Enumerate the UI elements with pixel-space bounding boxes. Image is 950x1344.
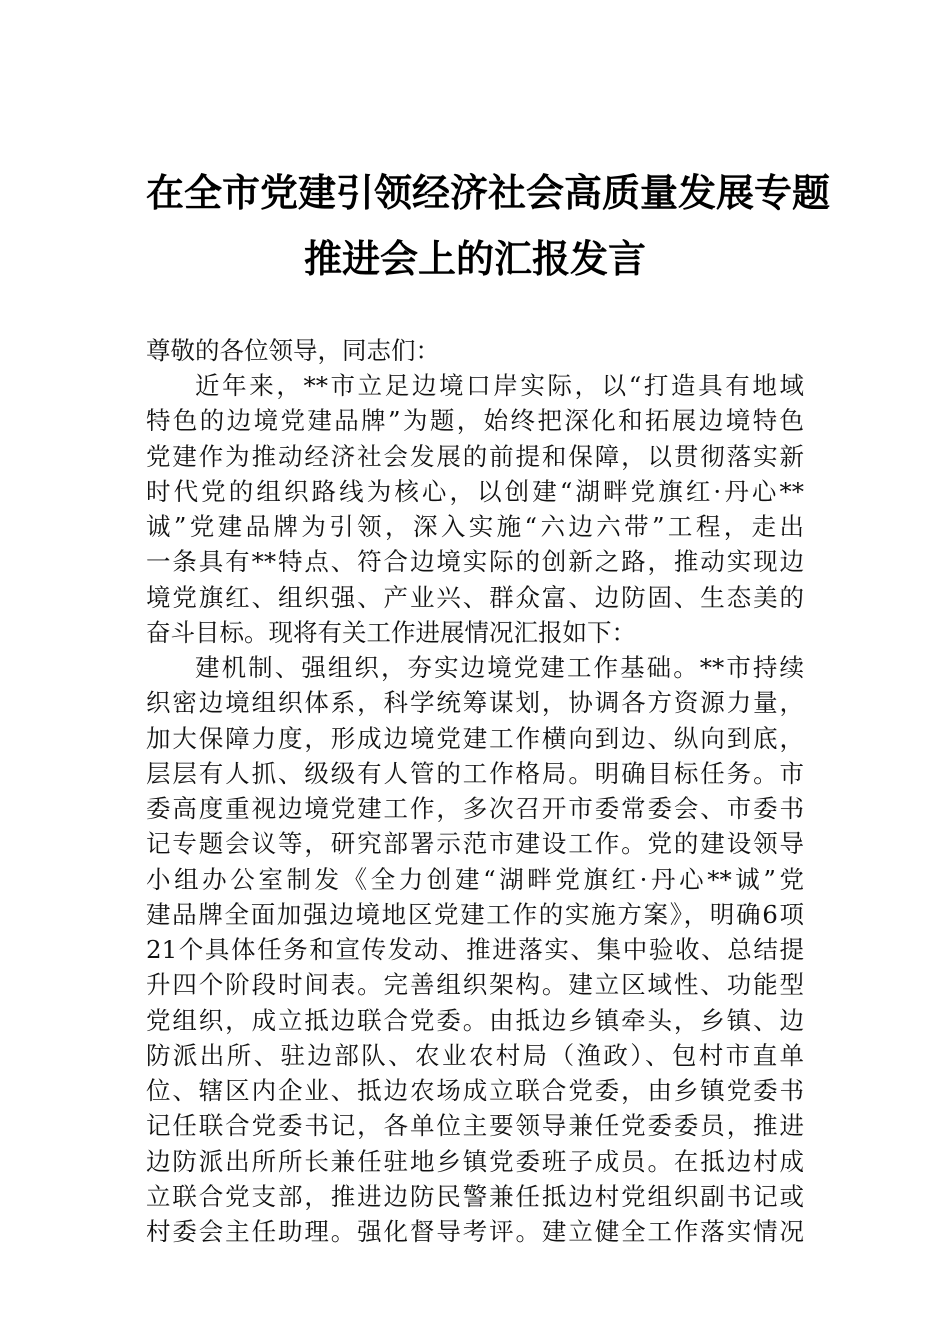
body-line: 21个具体任务和宣传发动、推进落实、集中验收、总结提 bbox=[146, 935, 804, 964]
body-line: 小组办公室制发《全力创建“湖畔党旗红·丹心**诚”党 bbox=[146, 865, 804, 894]
body-line: 升四个阶段时间表。完善组织架构。建立区域性、功能型 bbox=[146, 970, 804, 999]
body-line: 一条具有**特点、符合边境实际的创新之路，推动实现边 bbox=[146, 547, 804, 576]
body-line: 特色的边境党建品牌”为题，始终把深化和拓展边境特色 bbox=[146, 406, 804, 435]
body-line: 党建作为推动经济社会发展的前提和保障，以贯彻落实新 bbox=[146, 442, 804, 471]
body-line: 加大保障力度，形成边境党建工作横向到边、纵向到底， bbox=[146, 724, 804, 753]
salutation: 尊敬的各位领导，同志们： bbox=[146, 336, 440, 365]
document-title-line-1: 在全市党建引领经济社会高质量发展专题 bbox=[146, 170, 831, 215]
body-line: 委高度重视边境党建工作，多次召开市委常委会、市委书 bbox=[146, 794, 804, 823]
body-line: 层层有人抓、级级有人管的工作格局。明确目标任务。市 bbox=[146, 759, 804, 788]
body-line: 奋斗目标。现将有关工作进展情况汇报如下： bbox=[146, 618, 636, 647]
body-line: 境党旗红、组织强、产业兴、群众富、边防固、生态美的 bbox=[146, 583, 804, 612]
body-line: 建品牌全面加强边境地区党建工作的实施方案》，明确6项 bbox=[146, 900, 804, 929]
body-line: 诚”党建品牌为引领，深入实施“六边六带”工程，走出 bbox=[146, 512, 804, 541]
body-line: 织密边境组织体系，科学统筹谋划，协调各方资源力量， bbox=[146, 688, 804, 717]
body-line: 党组织，成立抵边联合党委。由抵边乡镇牵头，乡镇、边 bbox=[146, 1006, 804, 1035]
body-line: 位、辖区内企业、抵边农场成立联合党委，由乡镇党委书 bbox=[146, 1076, 804, 1105]
body-line: 边防派出所所长兼任驻地乡镇党委班子成员。在抵边村成 bbox=[146, 1147, 804, 1176]
body-line: 记任联合党委书记，各单位主要领导兼任党委委员，推进 bbox=[146, 1111, 804, 1140]
body-line: 村委会主任助理。强化督导考评。建立健全工作落实情况 bbox=[146, 1217, 804, 1246]
body-line: 防派出所、驻边部队、农业农村局（渔政）、包村市直单 bbox=[146, 1041, 804, 1070]
body-line: 立联合党支部，推进边防民警兼任抵边村党组织副书记或 bbox=[146, 1182, 804, 1211]
body-line: 时代党的组织路线为核心，以创建“湖畔党旗红·丹心** bbox=[146, 477, 804, 506]
body-line: 建机制、强组织，夯实边境党建工作基础。**市持续 bbox=[195, 653, 804, 682]
document-title-line-2: 推进会上的汇报发言 bbox=[303, 236, 646, 281]
body-line: 记专题会议等，研究部署示范市建设工作。党的建设领导 bbox=[146, 829, 804, 858]
body-line: 近年来，**市立足边境口岸实际，以“打造具有地域 bbox=[195, 371, 804, 400]
